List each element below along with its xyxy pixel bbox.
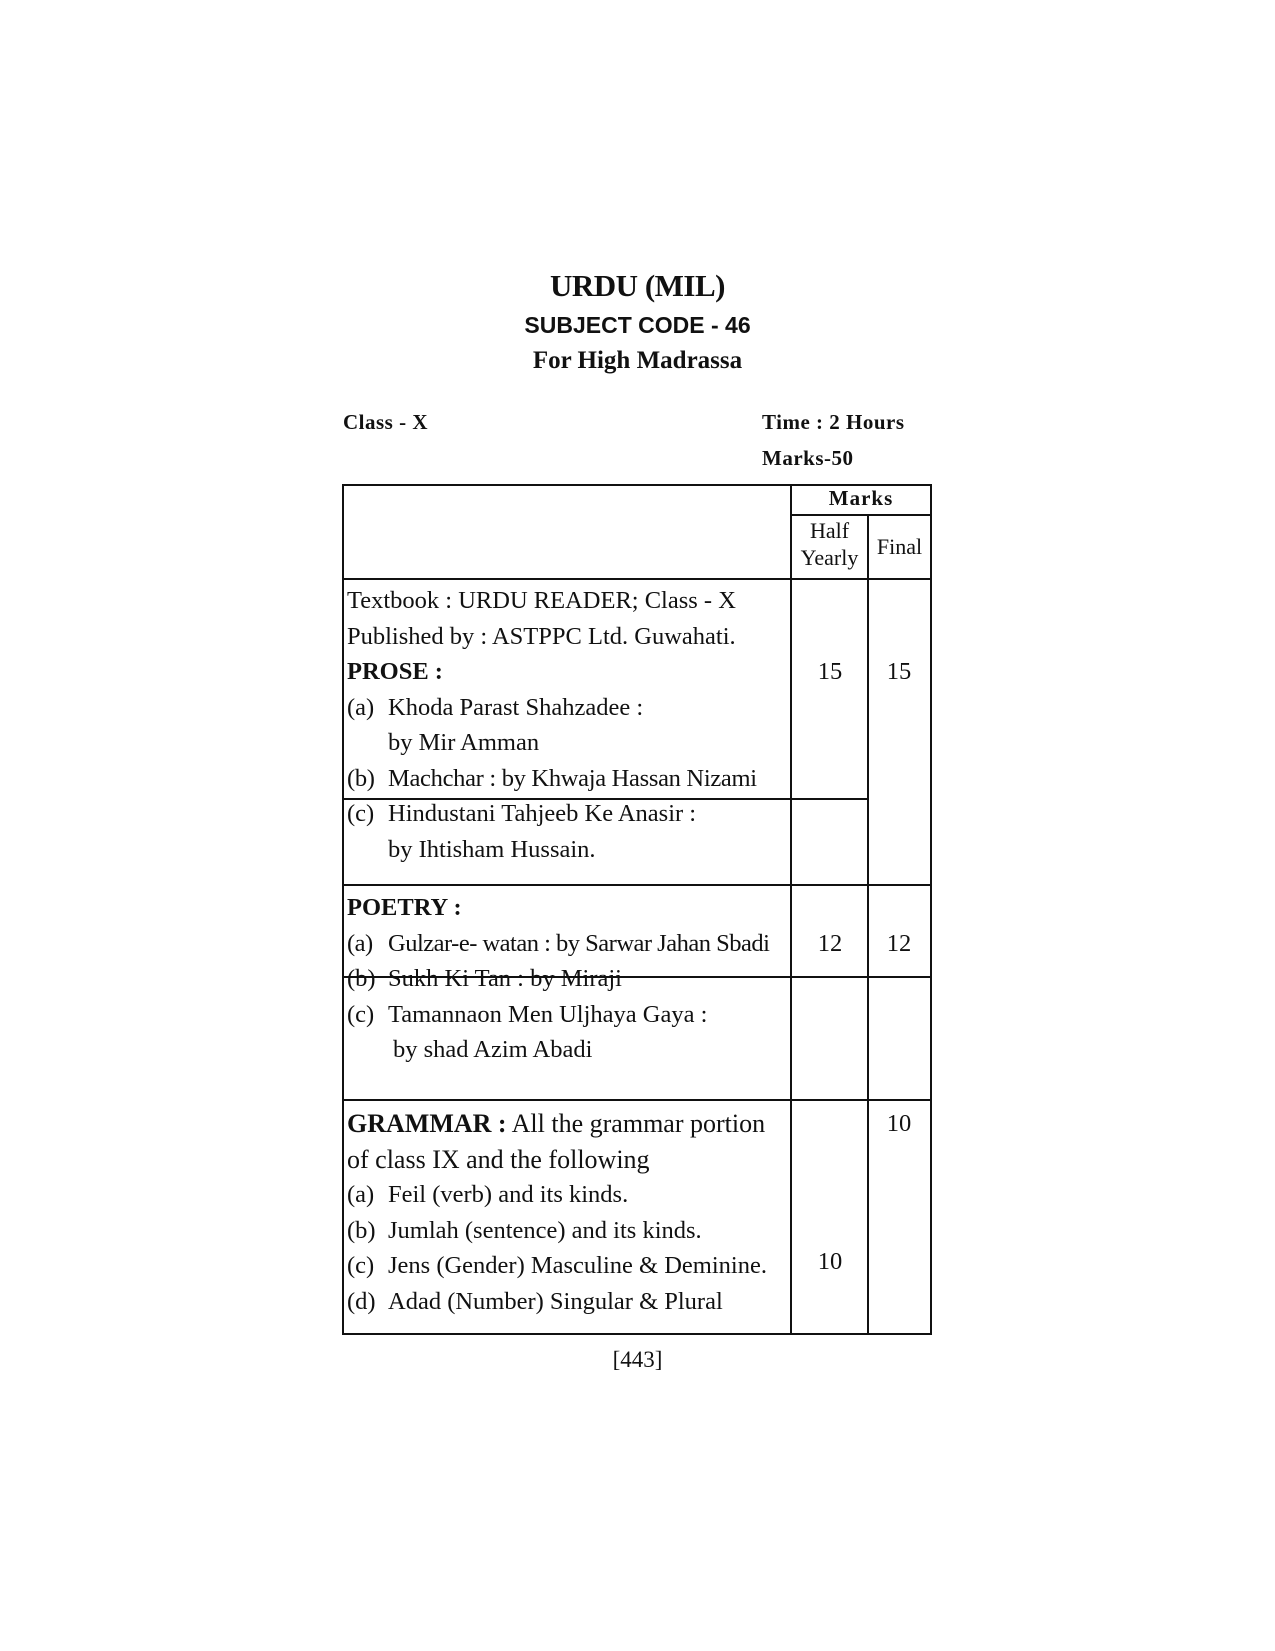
poetry-heading: POETRY : xyxy=(347,894,462,921)
published-line: Published by : ASTPPC Ltd. Guwahati. xyxy=(347,622,736,650)
prose-heading: PROSE : xyxy=(347,658,443,685)
item-title: Hindustani Tahjeeb Ke Anasir : xyxy=(388,800,697,827)
grammar-intro-line2: of class IX and the following xyxy=(347,1144,650,1174)
prose-final-marks: 15 xyxy=(886,658,912,685)
item-label: (b) xyxy=(347,1216,376,1244)
final-header: Final xyxy=(876,534,923,559)
marks-header: Marks xyxy=(828,486,894,510)
grammar-intro-rest: All the grammar portion xyxy=(511,1109,766,1138)
poetry-half-yearly-marks: 12 xyxy=(817,930,843,957)
item-text: Feil (verb) and its kinds. xyxy=(388,1181,629,1208)
item-text: Gulzar-e- watan : by Sarwar Jahan Sbadi xyxy=(388,929,770,957)
grammar-item-c xyxy=(347,1248,767,1284)
item-text: Sukh Ki Tan : by Miraji xyxy=(388,965,622,992)
column-divider-2 xyxy=(867,514,869,1334)
half-yearly-line1: Half xyxy=(809,518,850,543)
poetry-item-c-author: by shad Azim Abadi xyxy=(393,1036,593,1063)
grammar-intro xyxy=(347,1106,767,1142)
grammar-section xyxy=(347,1106,767,1319)
item-title: Tamannaon Men Uljhaya Gaya : xyxy=(388,1000,708,1028)
page-number: [443] xyxy=(612,1347,663,1372)
item-text: Adad (Number) Singular & Plural xyxy=(388,1287,723,1315)
item-title: Khoda Parast Shahzadee : xyxy=(388,693,644,721)
grammar-final-marks: 10 xyxy=(886,1110,912,1137)
marks-header-divider xyxy=(790,514,932,516)
total-marks-label: Marks-50 xyxy=(762,446,854,470)
half-yearly-line2: Yearly xyxy=(800,545,859,570)
item-label: (a) xyxy=(347,1181,375,1208)
grammar-heading: GRAMMAR : xyxy=(347,1109,507,1138)
prose-half-yearly-marks: 15 xyxy=(817,658,843,685)
grammar-item-d xyxy=(347,1284,767,1320)
item-label: (b) xyxy=(347,764,375,792)
prose-item-a-author: by Mir Amman xyxy=(388,729,540,756)
item-label: (c) xyxy=(347,800,375,827)
poetry-item-c xyxy=(347,997,769,1033)
header-row-divider xyxy=(342,578,932,580)
table-border-right xyxy=(930,484,932,1335)
table-border-left xyxy=(342,484,344,1335)
prose-item-b xyxy=(347,761,757,797)
item-label: (b) xyxy=(347,965,376,992)
prose-item-a xyxy=(347,690,757,726)
grammar-item-a xyxy=(347,1177,767,1213)
syllabus-table xyxy=(342,484,932,1334)
poetry-final-marks: 12 xyxy=(886,930,912,957)
prose-section xyxy=(347,583,757,867)
item-label: (a) xyxy=(347,693,375,721)
poetry-item-b xyxy=(347,961,769,997)
prose-poetry-divider xyxy=(342,884,932,886)
poetry-section xyxy=(347,890,769,1068)
item-text: Jens (Gender) Masculine & Deminine. xyxy=(388,1252,767,1279)
subject-code: SUBJECT CODE - 46 xyxy=(524,312,751,338)
time-label: Time : 2 Hours xyxy=(762,410,905,434)
textbook-line: Textbook : URDU READER; Class - X xyxy=(347,587,736,614)
item-text: Jumlah (sentence) and its kinds. xyxy=(388,1216,702,1244)
item-label: (a) xyxy=(347,929,373,957)
poetry-grammar-divider xyxy=(342,1099,932,1101)
class-label: Class - X xyxy=(343,410,429,434)
half-yearly-header xyxy=(792,517,867,571)
item-text: Machchar : by Khwaja Hassan Nizami xyxy=(388,764,757,792)
grammar-item-b xyxy=(347,1213,767,1249)
prose-item-c-author: by Ihtisham Hussain. xyxy=(388,835,596,863)
prose-item-c xyxy=(347,796,757,832)
page-title: URDU (MIL) xyxy=(550,268,725,303)
item-label: (c) xyxy=(347,1252,375,1279)
poetry-item-a xyxy=(347,926,769,962)
for-line: For High Madrassa xyxy=(532,347,743,374)
item-label: (c) xyxy=(347,1000,375,1028)
item-label: (d) xyxy=(347,1287,376,1315)
table-border-bottom xyxy=(342,1333,932,1335)
column-divider-1 xyxy=(790,484,792,1335)
grammar-half-yearly-marks: 10 xyxy=(817,1248,843,1275)
